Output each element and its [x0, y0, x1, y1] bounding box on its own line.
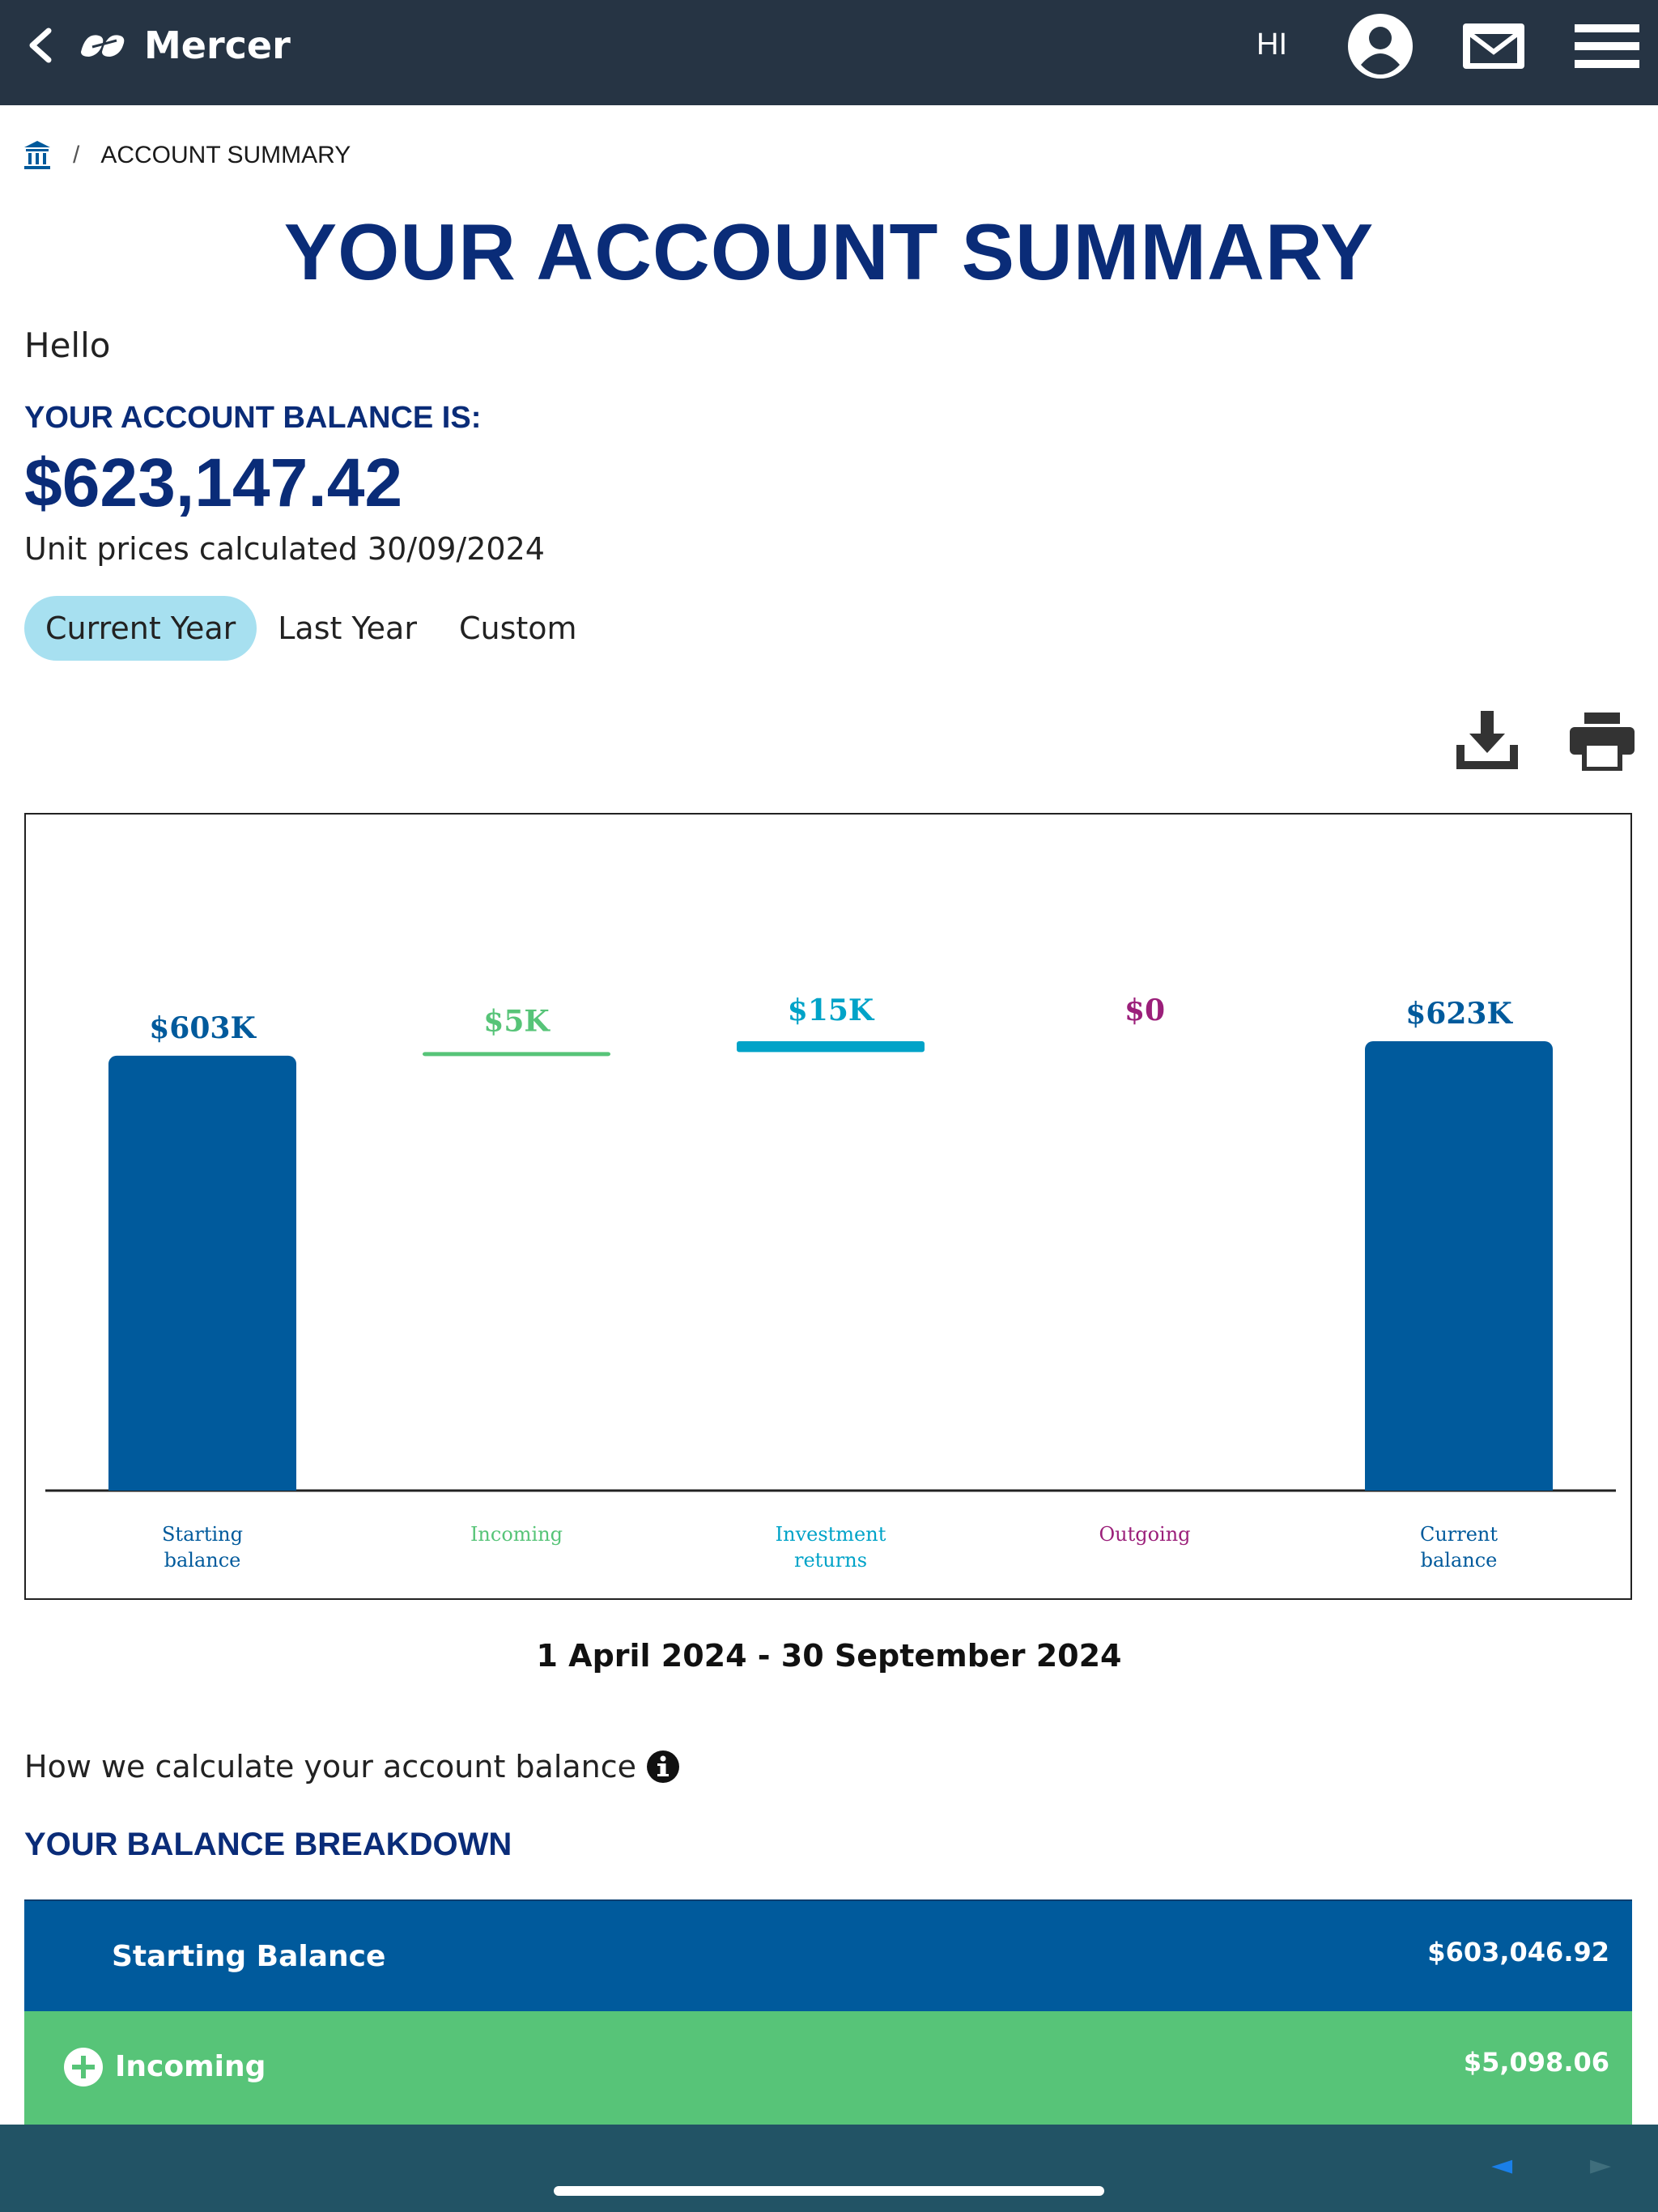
- chart-data-label: $0: [1124, 993, 1166, 1027]
- arrow-right-icon[interactable]: ►: [1590, 2149, 1612, 2181]
- balance-waterfall-chart: [24, 813, 1632, 1600]
- greeting-text: HI: [1256, 28, 1287, 62]
- breakdown-title: YOUR BALANCE BREAKDOWN: [24, 1827, 512, 1862]
- bottom-toolbar: [0, 2125, 1658, 2212]
- info-icon[interactable]: [646, 1750, 680, 1784]
- chart-category-label: Investment: [775, 1523, 886, 1546]
- tab-last-year[interactable]: Last Year: [278, 610, 417, 646]
- breakdown-amount: $603,046.92: [1427, 1937, 1609, 1967]
- mercer-logo-mark-icon: [78, 29, 133, 62]
- user-circle-icon[interactable]: [1347, 13, 1414, 79]
- tab-custom[interactable]: Custom: [458, 610, 577, 646]
- chart-bar-base: [108, 1474, 296, 1491]
- balance-label: YOUR ACCOUNT BALANCE IS:: [24, 401, 482, 435]
- hamburger-menu-icon[interactable]: [1574, 13, 1640, 79]
- chart-category-label: Outgoing: [1099, 1523, 1191, 1546]
- download-icon[interactable]: [1451, 704, 1524, 777]
- tab-current-year[interactable]: Current Year: [24, 596, 257, 661]
- period-tabs: [24, 596, 598, 661]
- chevron-left-icon[interactable]: [24, 26, 57, 65]
- unit-prices-date: Unit prices calculated 30/09/2024: [24, 531, 545, 567]
- chart-category-label: returns: [793, 1549, 868, 1572]
- chart-data-label: $603K: [149, 1010, 256, 1045]
- how-we-calculate[interactable]: [24, 1749, 680, 1784]
- chart-bar: [108, 1056, 296, 1491]
- chart-category-label: Incoming: [470, 1523, 563, 1546]
- chart-bar: [1365, 1041, 1553, 1491]
- breadcrumb-separator: /: [73, 142, 80, 168]
- balance-value: $623,147.42: [24, 445, 403, 521]
- chart-delta-bar: [423, 1052, 610, 1056]
- how-we-calculate-text: How we calculate your account balance: [24, 1749, 637, 1784]
- chart-data-label: $15K: [787, 993, 874, 1027]
- chart-bar-base: [1365, 1474, 1553, 1491]
- top-navigation-bar: [0, 0, 1658, 105]
- period-label: 1 April 2024 - 30 September 2024: [536, 1638, 1122, 1674]
- bank-icon[interactable]: [23, 139, 52, 172]
- breakdown-row-starting-balance[interactable]: [24, 1899, 1632, 2013]
- arrow-left-icon[interactable]: ◄: [1491, 2149, 1513, 2181]
- breakdown-label: Incoming: [115, 2050, 266, 2083]
- chart-category-label: balance: [1420, 1549, 1498, 1572]
- breadcrumb-current: ACCOUNT SUMMARY: [100, 142, 351, 168]
- mail-icon[interactable]: [1460, 13, 1527, 79]
- chart-delta-bar: [737, 1041, 925, 1052]
- breakdown-row-incoming[interactable]: [24, 2011, 1632, 2125]
- chart-category-label: Starting: [161, 1523, 244, 1546]
- home-indicator: [554, 2186, 1104, 2196]
- chart-data-label: $623K: [1405, 997, 1512, 1031]
- breakdown-amount: $5,098.06: [1463, 2047, 1609, 2078]
- chart-category-label: balance: [164, 1549, 241, 1572]
- plus-circle-icon[interactable]: [63, 2047, 104, 2087]
- chart-data-label: $5K: [483, 1004, 550, 1039]
- chart-svg: [26, 815, 1634, 1602]
- greeting-hello: Hello: [24, 325, 111, 365]
- breakdown-label: Starting Balance: [112, 1940, 386, 1973]
- page-title: YOUR ACCOUNT SUMMARY: [283, 207, 1375, 296]
- mercer-logo[interactable]: [78, 23, 291, 68]
- breadcrumb: [23, 139, 351, 172]
- logo-text: Mercer: [144, 23, 291, 67]
- chart-category-label: Current: [1419, 1523, 1499, 1546]
- printer-icon[interactable]: [1566, 704, 1639, 777]
